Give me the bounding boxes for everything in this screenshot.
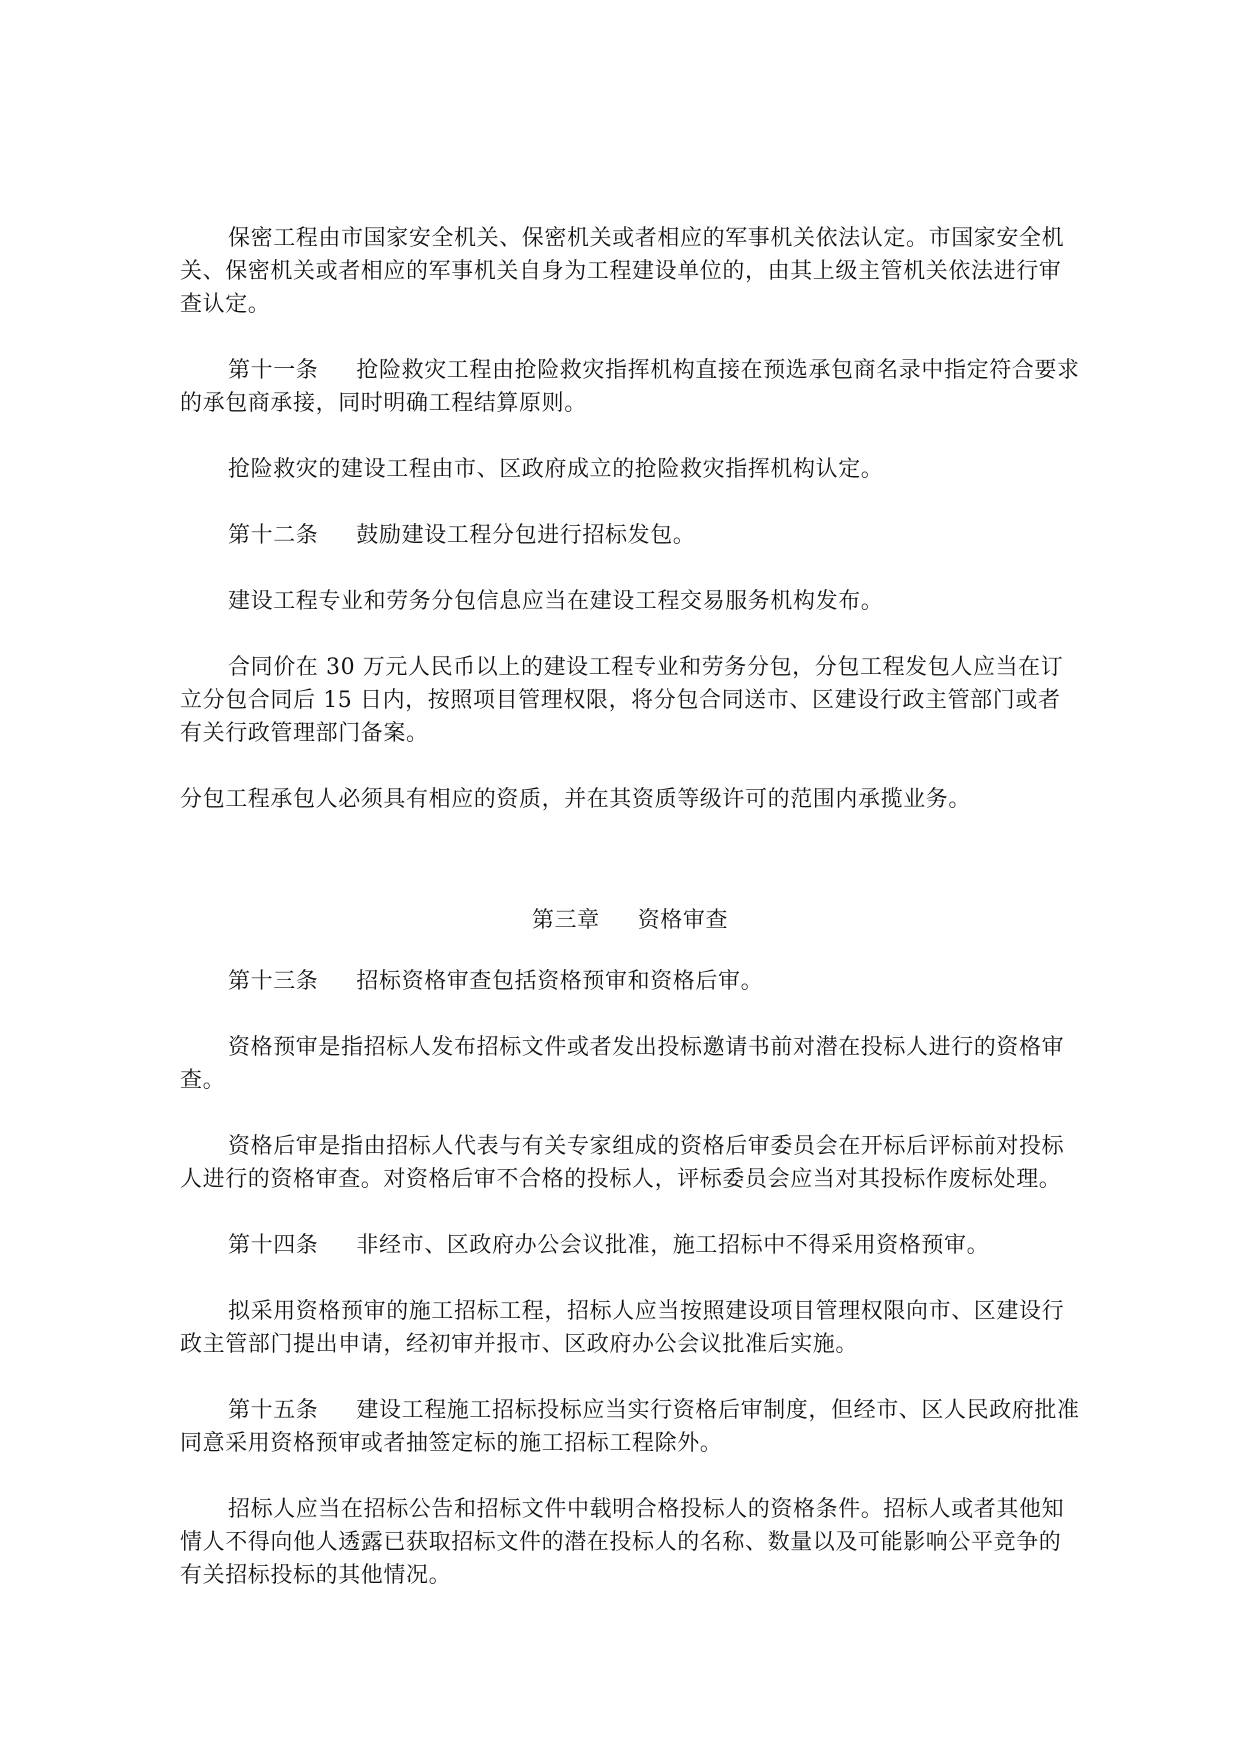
chapter-title: 资格审查 [637,908,729,933]
paragraph-subcontract-info [180,585,1080,618]
paragraph-text: 招标资格审查包括资格预审和资格后审。 [356,969,764,994]
paragraph-text: 合同价在 30 万元人民币以上的建设工程专业和劳务分包，分包工程发包人应当在订立分包合同后 15 日内，按照项目管理权限，将分包合同送市、区建设行政主管部门或者有关行政管理部门备案。 [180,655,1064,746]
paragraph-postqualification [180,1130,1080,1196]
paragraph-subcontract-filing [180,651,1080,750]
paragraph-text: 拟采用资格预审的施工招标工程，招标人应当按照建设项目管理权限向市、区建设行政主管部门提出申请，经初审并报市、区政府办公会议批准后实施。 [180,1299,1065,1357]
paragraph-subcontractor-qualification [180,783,1080,816]
paragraph-text: 招标人应当在招标公告和招标文件中载明合格投标人的资格条件。招标人或者其他知情人不得向他人透露已获取招标文件的潜在投标人的名称、数量以及可能影响公平竞争的有关招标投标的其他情况。 [180,1497,1065,1588]
article-number: 第十四条 [228,1233,319,1258]
article-12 [180,519,1080,552]
paragraph-text: 鼓励建设工程分包进行招标发包。 [356,523,696,548]
article-14 [180,1229,1080,1262]
article-11 [180,354,1080,420]
paragraph-confidential-projects [180,222,1080,321]
article-15 [180,1394,1080,1460]
article-number: 第十二条 [228,523,319,548]
paragraph-rescue-projects [180,453,1080,486]
article-number: 第十五条 [228,1398,319,1423]
article-number: 第十三条 [228,969,319,994]
paragraph-text: 分包工程承包人必须具有相应的资质，并在其资质等级许可的范围内承揽业务。 [180,787,972,812]
paragraph-text: 抢险救灾工程由抢险救灾指挥机构直接在预选承包商名录中指定符合要求的承包商承接，同时明确工程结算原则。 [180,358,1080,416]
chapter-number: 第三章 [531,908,600,933]
paragraph-prequalification [180,1031,1080,1097]
paragraph-text: 抢险救灾的建设工程由市、区政府成立的抢险救灾指挥机构认定。 [228,457,884,482]
article-13 [180,965,1080,998]
paragraph-text: 保密工程由市国家安全机关、保密机关或者相应的军事机关依法认定。市国家安全机关、保密机关或者相应的军事机关自身为工程建设单位的，由其上级主管机关依法进行审查认定。 [180,226,1065,317]
chapter-heading [180,904,1080,937]
paragraph-text: 非经市、区政府办公会议批准，施工招标中不得采用资格预审。 [356,1233,990,1258]
document-body [180,222,1080,1625]
paragraph-prequalification-application [180,1295,1080,1361]
paragraph-qualification-conditions [180,1493,1080,1592]
article-number: 第十一条 [228,358,319,383]
paragraph-text: 建设工程施工招标投标应当实行资格后审制度，但经市、区人民政府批准同意采用资格预审或者抽签定标的施工招标工程除外。 [180,1398,1080,1456]
paragraph-text: 资格后审是指由招标人代表与有关专家组成的资格后审委员会在开标后评标前对投标人进行的资格审查。对资格后审不合格的投标人，评标委员会应当对其投标作废标处理。 [180,1134,1065,1192]
paragraph-text: 资格预审是指招标人发布招标文件或者发出投标邀请书前对潜在投标人进行的资格审查。 [180,1035,1065,1093]
paragraph-text: 建设工程专业和劳务分包信息应当在建设工程交易服务机构发布。 [228,589,884,614]
